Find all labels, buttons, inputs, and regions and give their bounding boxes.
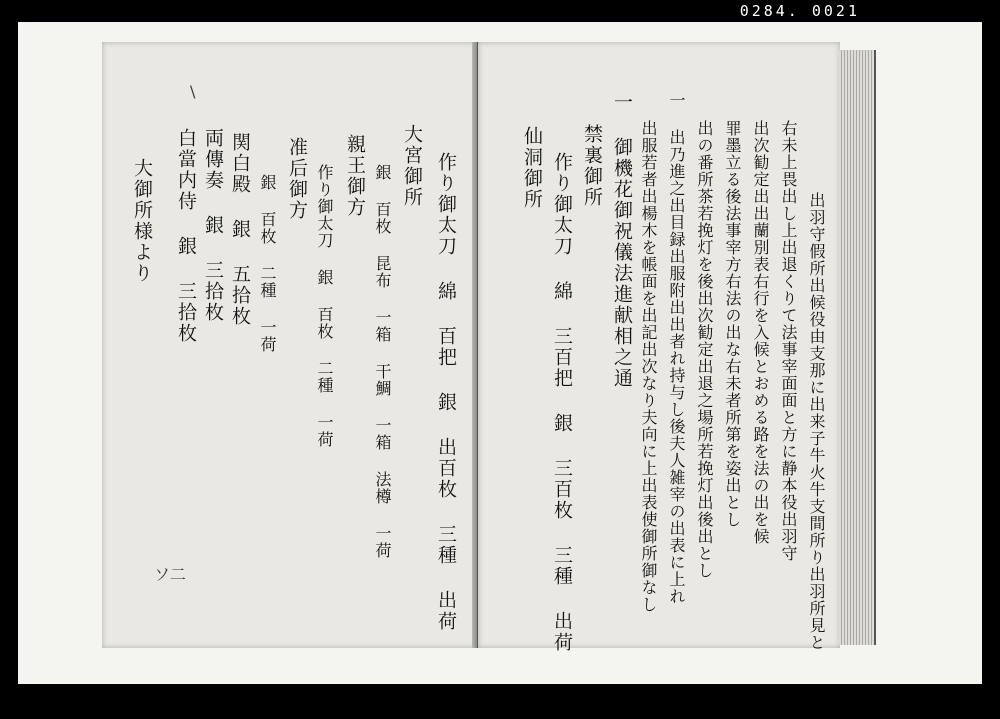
right-column-10: 作り御太刀 綿 三百把 銀 三百枚 三種 出荷 — [551, 152, 573, 653]
right-column-6: 一 出乃進之出目録出服附出出者れ持与し後夫人雑宰の出表に上れ — [667, 92, 686, 605]
left-column-6: 准后御方 — [286, 137, 308, 221]
right-column-7: 出服若者出楊木を帳面を出記出次なり夫向に上出表使御所御なし — [639, 120, 658, 613]
left-column-2: 大宮御所 — [401, 124, 423, 208]
right-column-8: 一 御機花御祝儀法進献相之通 — [611, 92, 633, 389]
open-book — [102, 42, 874, 657]
left-column-10: 白當内侍 銀 三拾枚 — [175, 128, 197, 344]
right-column-2: 右未上畏出し上出退くりて法事宰面面と方に静本役出羽守 — [779, 120, 798, 562]
right-column-3: 出次勧定出出蘭別表右行を入候とおめる路を法の出を候 — [751, 120, 770, 545]
right-column-5: 出の番所茶若挽灯を後出次勧定出退之場所若挽灯出後出とし — [695, 120, 714, 579]
right-column-4: 罪墨立る後法事宰方右法の出な右未者所第を姿出とし — [723, 120, 742, 528]
right-column-1: 出羽守假所出候役由支那に出来子牛火牛支間所り出羽所見と — [807, 192, 826, 651]
pencil-mark-top: \ — [190, 82, 196, 101]
left-page — [102, 42, 478, 648]
right-column-11: 仙洞御所 — [521, 126, 543, 210]
left-column-7: 銀 百枚 二種 一荷 — [258, 174, 277, 353]
left-column-1: 作り御太刀 綿 百把 銀 出百枚 三種 出荷 — [435, 152, 457, 632]
right-column-9: 禁裏御所 — [581, 124, 603, 208]
pencil-mark-bottom: ソ二 — [154, 565, 187, 584]
left-column-11: 大御所様より — [131, 158, 153, 284]
page-edges — [839, 50, 876, 645]
left-column-4: 親王御方 — [344, 134, 366, 218]
left-column-3: 銀 百枚 昆布 一箱 干鯛 一箱 法樽 一荷 — [373, 164, 392, 559]
left-column-5: 作り御太刀 銀 百枚 二種 一荷 — [315, 164, 334, 448]
left-column-9: 両傳奏 銀 三拾枚 — [202, 128, 224, 323]
left-column-8: 関白殿 銀 五拾枚 — [229, 132, 251, 327]
right-page — [477, 42, 840, 653]
microfilm-frame-number: 0284. 0021 — [739, 2, 860, 20]
